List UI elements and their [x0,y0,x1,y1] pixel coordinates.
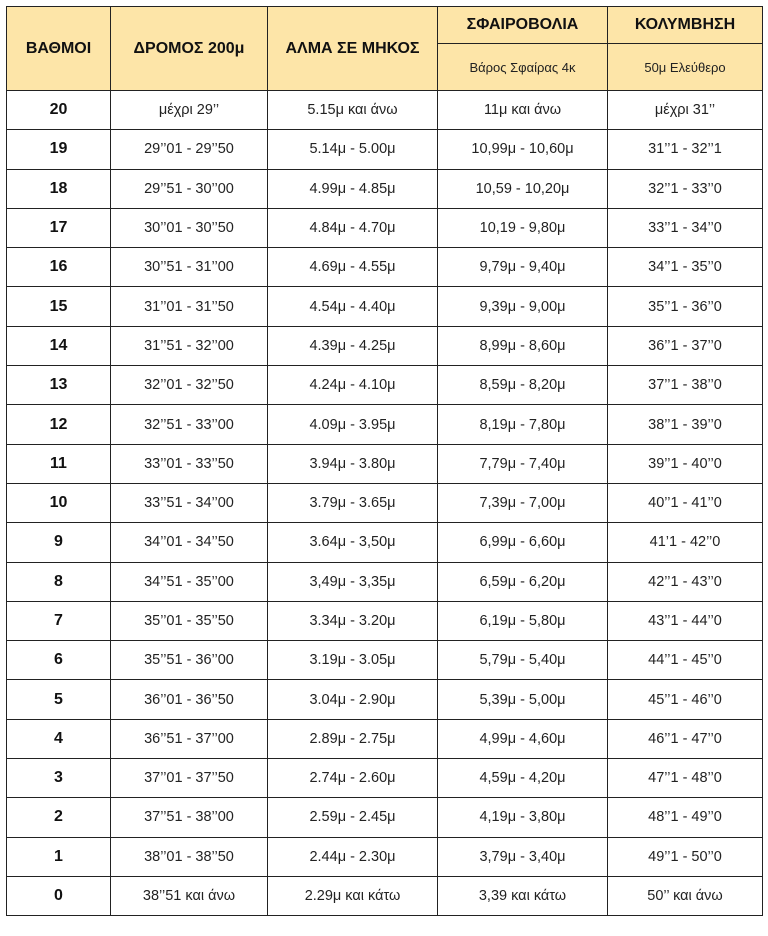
sprint-cell: 31’’51 - 32’’00 [111,326,268,365]
header-score: ΒΑΘΜΟΙ [7,7,111,91]
swimming-cell: 42’’1 - 43’’0 [608,562,763,601]
sprint-cell: 37’’51 - 38’’00 [111,798,268,837]
swimming-cell: 37’’1 - 38’’0 [608,366,763,405]
sprint-cell: 32’’01 - 32’’50 [111,366,268,405]
score-cell: 19 [7,130,111,169]
score-cell: 18 [7,169,111,208]
sprint-cell: 34’’51 - 35’’00 [111,562,268,601]
shot-put-cell: 6,59μ - 6,20μ [438,562,608,601]
header-shot-put-sub: Βάρος Σφαίρας 4κ [438,44,608,91]
table-row [7,641,763,680]
sprint-cell: 36’’51 - 37’’00 [111,719,268,758]
table-row [7,366,763,405]
score-cell: 9 [7,523,111,562]
long-jump-cell: 2.29μ και κάτω [268,876,438,915]
shot-put-cell: 8,19μ - 7,80μ [438,405,608,444]
shot-put-cell: 5,39μ - 5,00μ [438,680,608,719]
score-cell: 16 [7,248,111,287]
sprint-cell: 35’’51 - 36’’00 [111,641,268,680]
long-jump-cell: 3.64μ - 3,50μ [268,523,438,562]
swimming-cell: 31’’1 - 32’’1 [608,130,763,169]
long-jump-cell: 2.59μ - 2.45μ [268,798,438,837]
shot-put-cell: 9,79μ - 9,40μ [438,248,608,287]
sprint-cell: 35’’01 - 35’’50 [111,601,268,640]
shot-put-cell: 8,99μ - 8,60μ [438,326,608,365]
score-cell: 14 [7,326,111,365]
swimming-cell: 33’’1 - 34’’0 [608,208,763,247]
sprint-cell: 38’’01 - 38’’50 [111,837,268,876]
swimming-cell: 36’’1 - 37’’0 [608,326,763,365]
table-row [7,91,763,130]
sprint-cell: μέχρι 29’’ [111,91,268,130]
long-jump-cell: 3.34μ - 3.20μ [268,601,438,640]
shot-put-cell: 3,79μ - 3,40μ [438,837,608,876]
table-row [7,405,763,444]
sprint-cell: 29’’01 - 29’’50 [111,130,268,169]
score-cell: 3 [7,759,111,798]
score-cell: 4 [7,719,111,758]
long-jump-cell: 4.69μ - 4.55μ [268,248,438,287]
scoring-table-container [6,6,762,916]
score-cell: 1 [7,837,111,876]
swimming-cell: 46’’1 - 47’’0 [608,719,763,758]
score-cell: 12 [7,405,111,444]
header-swimming-sub: 50μ Ελεύθερο [608,44,763,91]
score-cell: 11 [7,444,111,483]
swimming-cell: 35’’1 - 36’’0 [608,287,763,326]
table-row [7,208,763,247]
table-row [7,601,763,640]
long-jump-cell: 4.39μ - 4.25μ [268,326,438,365]
table-row [7,169,763,208]
shot-put-cell: 10,59 - 10,20μ [438,169,608,208]
score-cell: 5 [7,680,111,719]
shot-put-cell: 6,99μ - 6,60μ [438,523,608,562]
table-row [7,248,763,287]
swimming-cell: 34’’1 - 35’’0 [608,248,763,287]
table-body [7,91,763,916]
shot-put-cell: 7,79μ - 7,40μ [438,444,608,483]
table-row [7,444,763,483]
score-cell: 15 [7,287,111,326]
long-jump-cell: 2.44μ - 2.30μ [268,837,438,876]
sprint-cell: 29’’51 - 30’’00 [111,169,268,208]
shot-put-cell: 5,79μ - 5,40μ [438,641,608,680]
shot-put-cell: 7,39μ - 7,00μ [438,483,608,522]
long-jump-cell: 3.94μ - 3.80μ [268,444,438,483]
swimming-cell: 32’’1 - 33’’0 [608,169,763,208]
table-row [7,719,763,758]
swimming-cell: 41’1 - 42’’0 [608,523,763,562]
swimming-cell: 48’’1 - 49’’0 [608,798,763,837]
sprint-cell: 33’’51 - 34’’00 [111,483,268,522]
shot-put-cell: 10,19 - 9,80μ [438,208,608,247]
swimming-cell: μέχρι 31’’ [608,91,763,130]
score-cell: 6 [7,641,111,680]
long-jump-cell: 4.24μ - 4.10μ [268,366,438,405]
header-long-jump: ΑΛΜΑ ΣΕ ΜΗΚΟΣ [268,7,438,91]
long-jump-cell: 3.04μ - 2.90μ [268,680,438,719]
score-cell: 7 [7,601,111,640]
score-cell: 8 [7,562,111,601]
sprint-cell: 36’’01 - 36’’50 [111,680,268,719]
swimming-cell: 38’’1 - 39’’0 [608,405,763,444]
score-cell: 13 [7,366,111,405]
long-jump-cell: 3.19μ - 3.05μ [268,641,438,680]
table-row [7,326,763,365]
swimming-cell: 45’’1 - 46’’0 [608,680,763,719]
header-swimming: ΚΟΛΥΜΒΗΣΗ [608,7,763,44]
shot-put-cell: 4,19μ - 3,80μ [438,798,608,837]
table-row [7,287,763,326]
table-row [7,798,763,837]
shot-put-cell: 9,39μ - 9,00μ [438,287,608,326]
long-jump-cell: 3.79μ - 3.65μ [268,483,438,522]
shot-put-cell: 11μ και άνω [438,91,608,130]
long-jump-cell: 4.54μ - 4.40μ [268,287,438,326]
sprint-cell: 30’’01 - 30’’50 [111,208,268,247]
long-jump-cell: 4.84μ - 4.70μ [268,208,438,247]
scoring-table [6,6,763,916]
sprint-cell: 38’’51 και άνω [111,876,268,915]
header-shot-put: ΣΦΑΙΡΟΒΟΛΙΑ [438,7,608,44]
long-jump-cell: 4.99μ - 4.85μ [268,169,438,208]
swimming-cell: 47’’1 - 48’’0 [608,759,763,798]
score-cell: 0 [7,876,111,915]
swimming-cell: 43’’1 - 44’’0 [608,601,763,640]
table-row [7,483,763,522]
score-cell: 2 [7,798,111,837]
long-jump-cell: 5.15μ και άνω [268,91,438,130]
shot-put-cell: 10,99μ - 10,60μ [438,130,608,169]
swimming-cell: 40’’1 - 41’’0 [608,483,763,522]
sprint-cell: 30’’51 - 31’’00 [111,248,268,287]
sprint-cell: 37’’01 - 37’’50 [111,759,268,798]
swimming-cell: 50’’ και άνω [608,876,763,915]
swimming-cell: 39’’1 - 40’’0 [608,444,763,483]
shot-put-cell: 4,99μ - 4,60μ [438,719,608,758]
shot-put-cell: 3,39 και κάτω [438,876,608,915]
table-row [7,759,763,798]
swimming-cell: 44’’1 - 45’’0 [608,641,763,680]
sprint-cell: 33’’01 - 33’’50 [111,444,268,483]
header-sprint: ΔΡΟΜΟΣ 200μ [111,7,268,91]
sprint-cell: 32’’51 - 33’’00 [111,405,268,444]
score-cell: 10 [7,483,111,522]
sprint-cell: 31’’01 - 31’’50 [111,287,268,326]
shot-put-cell: 8,59μ - 8,20μ [438,366,608,405]
long-jump-cell: 2.89μ - 2.75μ [268,719,438,758]
table-row [7,680,763,719]
score-cell: 17 [7,208,111,247]
score-cell: 20 [7,91,111,130]
shot-put-cell: 6,19μ - 5,80μ [438,601,608,640]
long-jump-cell: 4.09μ - 3.95μ [268,405,438,444]
long-jump-cell: 3,49μ - 3,35μ [268,562,438,601]
swimming-cell: 49’’1 - 50’’0 [608,837,763,876]
table-header [7,7,763,91]
table-row [7,130,763,169]
table-row [7,562,763,601]
long-jump-cell: 5.14μ - 5.00μ [268,130,438,169]
table-row [7,876,763,915]
shot-put-cell: 4,59μ - 4,20μ [438,759,608,798]
long-jump-cell: 2.74μ - 2.60μ [268,759,438,798]
sprint-cell: 34’’01 - 34’’50 [111,523,268,562]
table-row [7,523,763,562]
table-row [7,837,763,876]
